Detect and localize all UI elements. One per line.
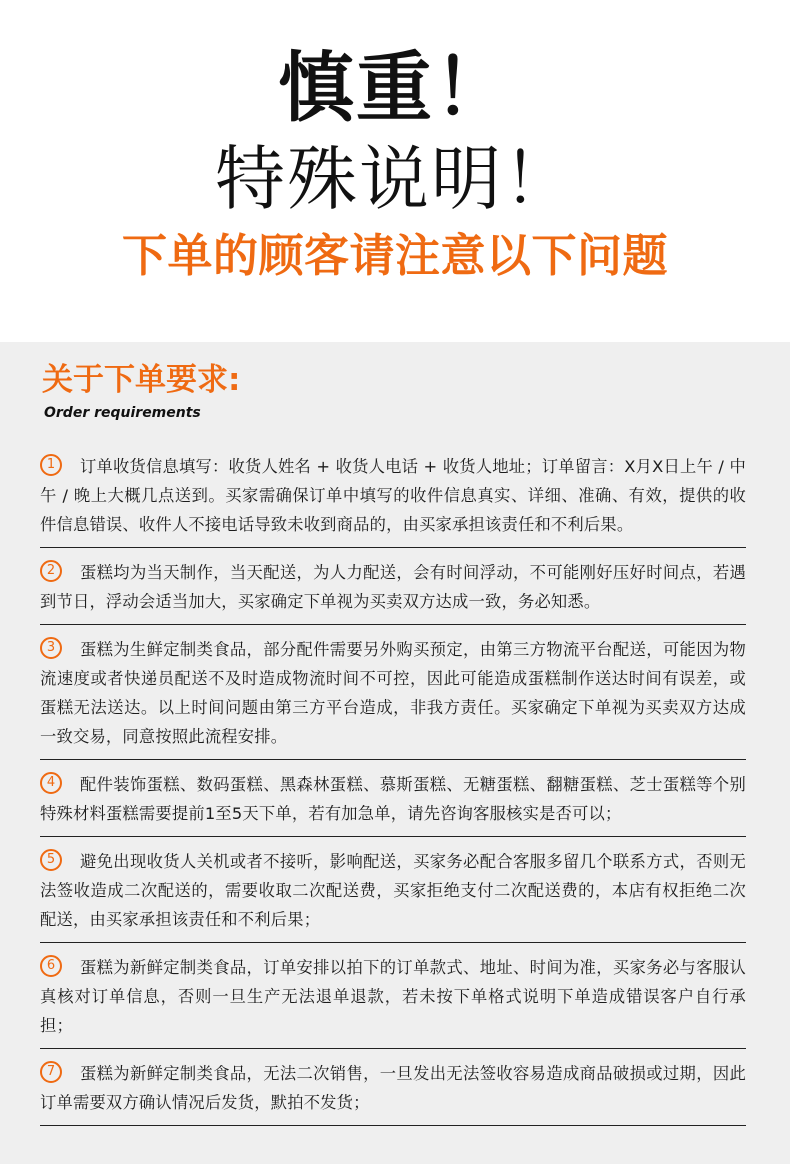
circled-number-icon: 5 [40, 849, 62, 871]
circled-number-icon: 1 [40, 454, 62, 476]
notice-header [0, 0, 790, 342]
headline-customer-notice: 下单的顾客请注意以下问题 [121, 229, 668, 282]
requirement-item [40, 635, 746, 760]
requirement-item [40, 1059, 746, 1126]
requirement-item [40, 558, 746, 625]
headline-special-note: 特殊说明！ [215, 138, 575, 220]
requirement-text: 蛋糕为新鲜定制类食品，订单安排以拍下的订单款式、地址、时间为准，买家务必与客服认真核对订单信息，否则一旦生产无法退单退款，若未按下单格式说明下单造成错误客户自行承担； [40, 958, 746, 1035]
requirement-item [40, 452, 746, 548]
circled-number-icon: 7 [40, 1061, 62, 1083]
circled-number-icon: 6 [40, 955, 62, 977]
circled-number-icon: 3 [40, 637, 62, 659]
requirements-list [40, 452, 746, 1126]
requirement-text: 配件装饰蛋糕、数码蛋糕、黑森林蛋糕、慕斯蛋糕、无糖蛋糕、翻糖蛋糕、芝士蛋糕等个别特殊材料蛋糕需要提前1至5天下单，若有加急单，请先咨询客服核实是否可以； [40, 775, 746, 823]
requirement-item [40, 953, 746, 1049]
requirement-text: 蛋糕为生鲜定制类食品，部分配件需要另外购买预定，由第三方物流平台配送，可能因为物流速度或者快递员配送不及时造成物流时间不可控，因此可能造成蛋糕制作送达时间有误差，或蛋糕无法送达。以上时间问题由第三方平台造成，非我方责任。买家确定下单视为买卖双方达成一致交易，同意按照此流程安排。 [40, 640, 746, 746]
circled-number-icon: 2 [40, 560, 62, 582]
section-title: 关于下单要求: [42, 362, 241, 398]
requirement-text: 订单收货信息填写：收货人姓名 + 收货人电话 + 收货人地址；订单留言：X月X日上午 / 中午 / 晚上大概几点送到。买家需确保订单中填写的收件信息真实、详细、准确、有效，提供的收件信息错误、收件人不接电话导致未收到商品的，由买家承担该责任和不利后果。 [40, 457, 746, 534]
requirement-item [40, 770, 746, 837]
requirement-item [40, 847, 746, 943]
requirement-text: 蛋糕为新鲜定制类食品，无法二次销售，一旦发出无法签收容易造成商品破损或过期，因此订单需要双方确认情况后发货，默拍不发货； [40, 1064, 746, 1112]
circled-number-icon: 4 [40, 772, 62, 794]
section-subtitle: Order requirements [44, 405, 201, 421]
requirement-text: 避免出现收货人关机或者不接听，影响配送，买家务必配合客服多留几个联系方式，否则无法签收造成二次配送的，需要收取二次配送费，买家拒绝支付二次配送费的，本店有权拒绝二次配送，由买家承担该责任和不利后果； [40, 852, 746, 929]
headline-caution: 慎重！ [278, 43, 512, 132]
requirement-text: 蛋糕均为当天制作，当天配送，为人力配送，会有时间浮动，不可能刚好压好时间点，若遇到节日，浮动会适当加大，买家确定下单视为买卖双方达成一致，务必知悉。 [40, 563, 746, 611]
